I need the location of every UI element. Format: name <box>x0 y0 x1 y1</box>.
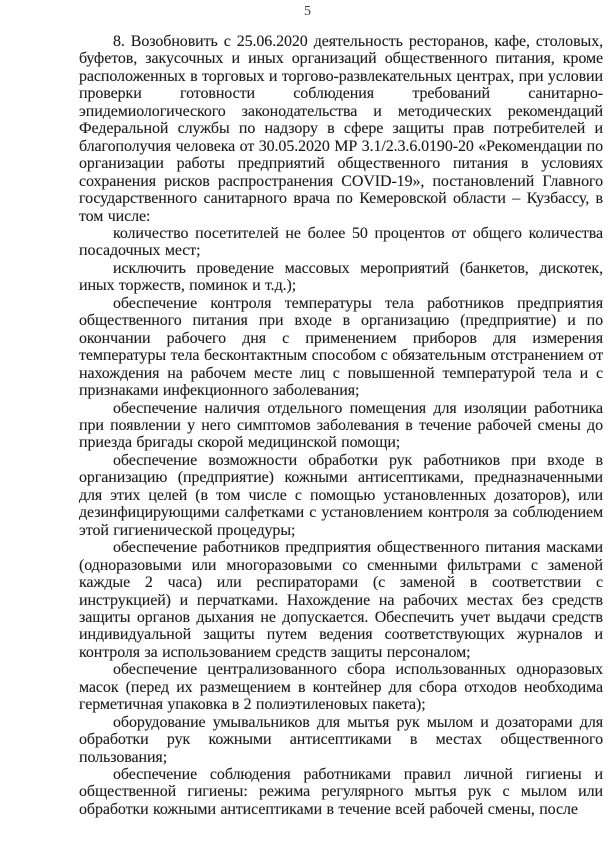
paragraph-mask-disposal: обеспечение централизованного сбора использованных одноразовых масок (перед их размещением в контейнер для сбора отходов необходима герметичная упаковка в 2 полиэтиленовых пакета); <box>79 661 603 714</box>
paragraph-visitor-limit: количество посетителей не более 50 процентов от общего количества посадочных мест; <box>79 224 603 260</box>
paragraph-resume-activity: 8. Возобновить с 25.06.2020 деятельность ресторанов, кафе, столовых, буфетов, закусочных и иных организаций общественного питания, кроме расположенных в торговых и торгово-развлекательных центрах, при условии проверки готовности соблюдения требований санитарно-эпидемиологического законодательства и методических рекомендаций Федеральной службы по надзору в сфере защиты прав потребителей и благополучия человека от 30.05.2020 МР 3.1/2.3.6.0190-20 «Рекомендации по организации работы предприятий общественного питания в условиях сохранения рисков распространения COVID-19», постановлений Главного государственного санитарного врача по Кемеровской области – Кузбассу, в том числе: <box>79 33 603 225</box>
paragraph-no-mass-events: исключить проведение массовых мероприятий (банкетов, дискотек, иных торжеств, поминок и т.д.); <box>79 259 603 295</box>
paragraph-isolation-room: обеспечение наличия отдельного помещения для изоляции работника при появлении у него симптомов заболевания в течение рабочей смены до приезда бригады скорой медицинской помощи; <box>79 399 603 452</box>
paragraph-washbasins: оборудование умывальников для мытья рук мылом и дозаторами для обработки рук кожными антисептиками в местах общественного пользования; <box>79 713 603 766</box>
paragraph-temperature-control: обеспечение контроля температуры тела работников предприятия общественного питания при входе в организацию (предприятие) и по окончании рабочего дня с применением приборов для измерения температуры тела бесконтактным способом с обязательным отстранением от нахождения на рабочем месте лиц с повышенной температурой тела и с признаками инфекционного заболевания; <box>79 294 603 400</box>
paragraph-masks-gloves: обеспечение работников предприятия общественного питания масками (одноразовыми или многоразовыми со сменными фильтрами с заменой каждые 2 часа) или респираторами (с заменой в соответствии с инструкцией) и перчатками. Нахождение на рабочих местах без средств защиты органов дыхания не допускается. Обеспечить учет выдачи средств индивидуальной защиты путем ведения соответствующих журналов и контроля за использованием средств защиты персоналом; <box>79 539 603 661</box>
page-number: 5 <box>304 4 311 19</box>
paragraph-personal-hygiene: обеспечение соблюдения работниками правил личной гигиены и общественной гигиены: режима регулярного мытья рук с мылом или обработки кожными антисептиками в течение всей рабочей смены, после <box>79 766 603 818</box>
paragraph-hand-antiseptics: обеспечение возможности обработки рук работников при входе в организацию (предприятие) кожными антисептиками, предназначенными для этих целей (в том числе с помощью установленных дозаторов), или дезинфицирующими салфетками с установлением контроля за соблюдением этой гигиенической процедуры; <box>79 451 603 539</box>
document-body <box>79 33 603 818</box>
